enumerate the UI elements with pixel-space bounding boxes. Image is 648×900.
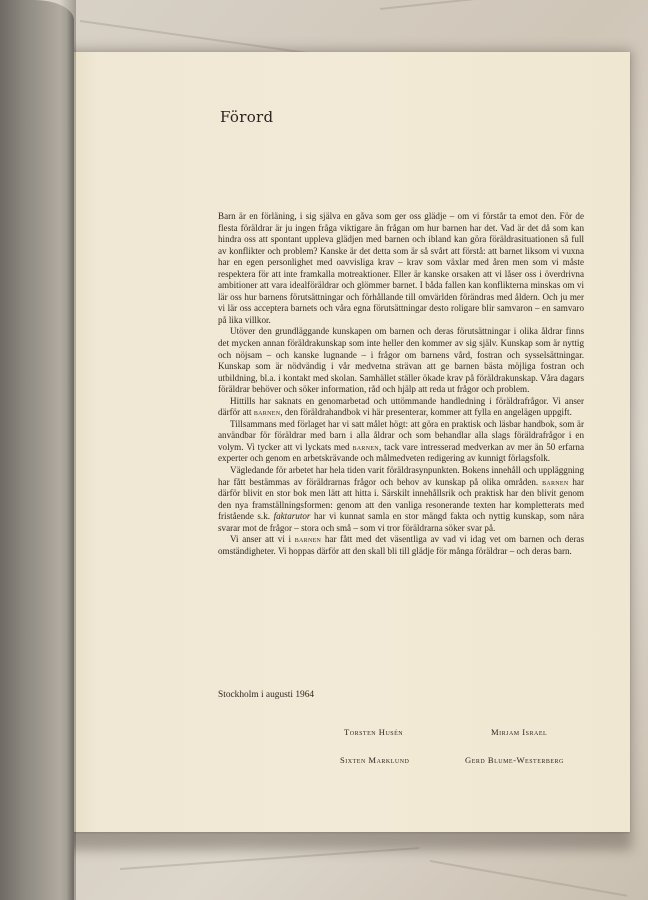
text-run: Vi anser att vi i <box>230 534 295 545</box>
text-run: Barn är en förläning, i sig själva en gåva som ger oss glädje – om vi förstår ta emot den. För de flesta föräldrar är ju ingen fråga viktigare än frågan om hur barnen har det. Vad är det då som kan hindra oss att spontant uppleva glädjen med barnen och ibland kan göra föräldrasituationen så full av konflikter och problem? Kanske är det detta som är så svårt att förstå: att barnet liksom vi vuxna har en egen personlighet med oavvisliga krav – krav som växlar med åren men som vi måste respektera för att inte framkalla motreaktioner. Eller är kanske orsaken att vi låser oss i överdrivna ambitioner att vara idealföräldrar och glömmer barnet. I båda fallen kan konflikterna minskas om vi lär oss hur barnens förutsättningar och förhållande till omvärlden förändras med åldern. Och ju mer vi lär oss acceptera barnets och våra egna förutsättningar desto roligare blir samvaron – en samvaro på lika villkor. <box>218 211 584 325</box>
book-title-smallcaps: barnen <box>352 441 379 452</box>
text-run: har fått med det väsentliga av vad vi idag vet om barnen och deras omständigheter. Vi hoppas därför att den skall bli till glädje för många föräldrar – och deras barn. <box>218 534 584 556</box>
paragraph <box>218 396 584 419</box>
paragraph <box>218 419 584 465</box>
paragraph <box>218 534 584 557</box>
text-run: Hittills har saknats en genomarbetad och uttömmande handledning i föräldrafrågor. Vi anser därför att <box>218 395 584 418</box>
signature-torsten-husen: Torsten Husén <box>344 727 404 737</box>
place-date: Stockholm i augusti 1964 <box>218 690 315 700</box>
text-run: , tack vare intresserad medverkan av mer än 50 erfarna experter och genom en arbetskrävande och målmedveten redigering av kunnigt förlagsfolk. <box>218 441 584 464</box>
marble-vein <box>380 0 619 10</box>
italic-term: faktarutor <box>273 511 311 522</box>
page-title: Förord <box>220 108 274 126</box>
book-title-smallcaps: barnen <box>294 534 322 545</box>
text-run: Tillsammans med förlaget har vi satt målet högt: att göra en praktisk och läsbar handbok, som är användbar för föräldrar med barn i alla åldrar och som behandlar alla slags föräldrafrågor i en volym. Vi tycker att vi lyckats med <box>218 418 584 452</box>
paragraph <box>218 326 584 395</box>
signature-mirjam-israel: Mirjam Israel <box>491 727 548 737</box>
marble-vein <box>430 860 627 897</box>
text-run: , den föräldrahandbok vi här presenterar, kommer att fylla en angelägen uppgift. <box>280 407 572 418</box>
page-gutter-shadow <box>60 0 76 900</box>
book-title-smallcaps: barnen <box>542 476 569 487</box>
text-run: har därför blivit en stor bok men lätt att hitta i. Särskilt innehållsrik och praktisk har den blivit genom den nya framställningsformen: genom att den vanliga resonerande texten har kompletterats med fristående s.k. <box>218 476 584 522</box>
marble-vein <box>120 847 419 870</box>
text-run: har vi kunnat samla en stor mängd fakta och nyttig kunskap, som nära svarar mot de frågor – stora och små – som vi tror föräldrarna söker svar på. <box>218 511 584 533</box>
text-run: Vägledande för arbetet har hela tiden varit föräldrasynpunkten. Bokens innehåll och uppläggning har fått bestämmas av föräldrarnas frågor och behov av kunskap på olika områden. <box>218 465 584 487</box>
body-text <box>218 211 584 557</box>
paragraph <box>218 465 584 534</box>
book-title-smallcaps: barnen <box>253 407 281 418</box>
signature-gerd-blume-westerberg: Gerd Blume-Westerberg <box>465 755 564 765</box>
paragraph <box>218 211 584 326</box>
text-run: Utöver den grundläggande kunskapen om barnen och deras förutsättningar i olika åldrar finns det mycken annan föräldrakunskap som inte heller den kommer av sig själv. Kunskap som är nyttig och nöjsam – och kanske lugnande – i frågor om barnens vård, fostran och sysselsättningar. Kunskap som är nödvändig i vår medvetna strävan att ge barnen bästa möjliga fostran och utbildning, bl.a. i kontakt med skolan. Samhället ställer ökade krav på föräldrakunskap. Våra dagars föräldrar behöver och söker information, råd och hjälp att reda ut frågor och problem. <box>218 326 584 395</box>
signature-sixten-marklund: Sixten Marklund <box>340 755 410 765</box>
